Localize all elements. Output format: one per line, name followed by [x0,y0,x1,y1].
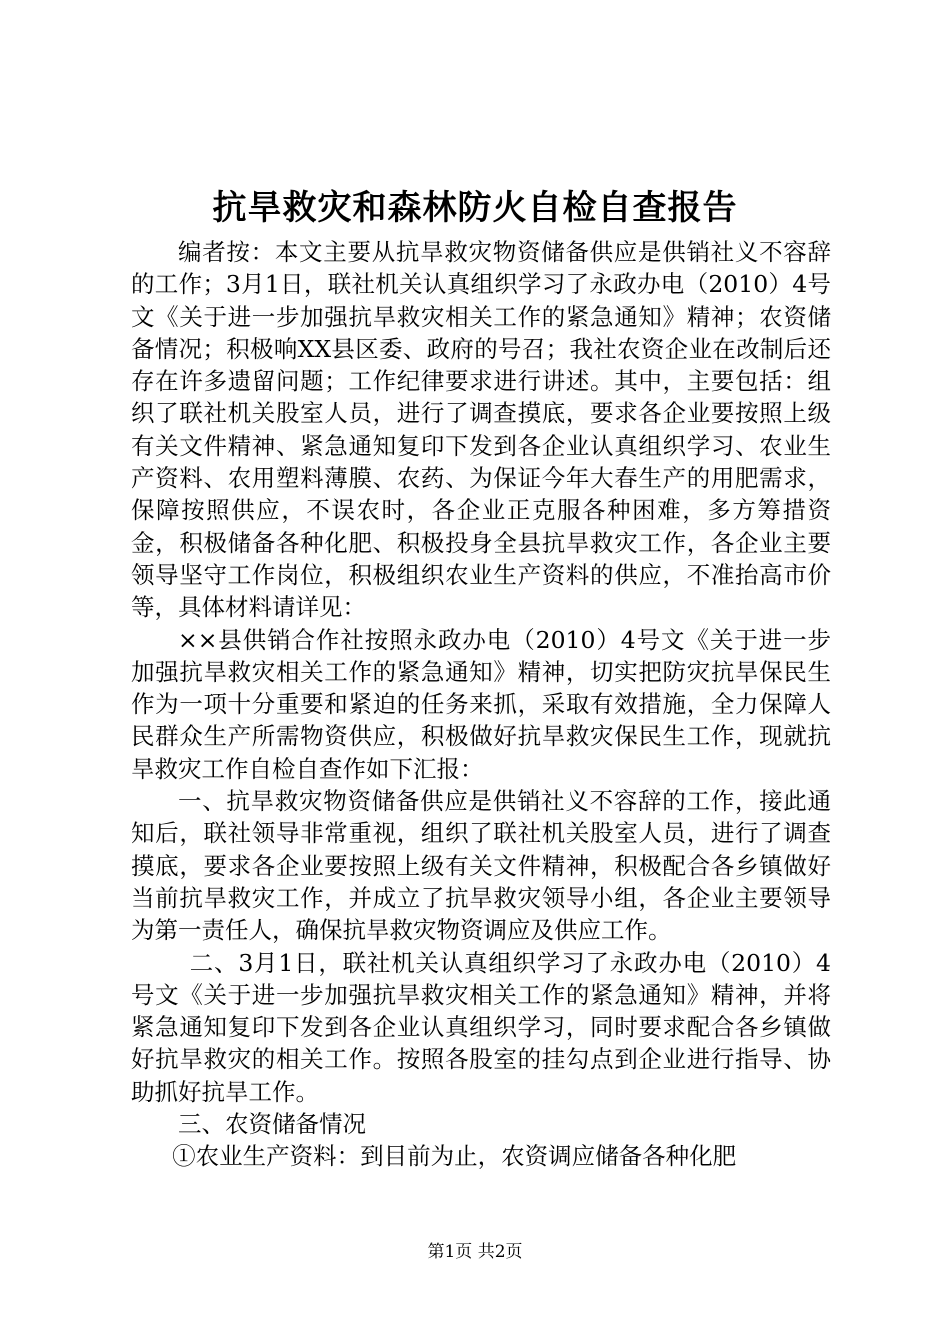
item-one-paragraph: ①农业生产资料：到目前为止，农资调应储备各种化肥 [172,1142,737,1171]
document-body [131,236,831,1173]
editor-note-paragraph: 编者按：本文主要从抗旱救灾物资储备供应是供销社义不容辞的工作；3月1日，联社机关认真组织学习了永政办电（2010）4号文《关于进一步加强抗旱救灾相关工作的紧急通知》精神；农资储备情况；积极响XX县区委、政府的号召；我社农资企业在改制后还存在许多遗留问题；工作纪律要求进行讲述。其中，主要包括：组织了联社机关股室人员，进行了调查摸底，要求各企业要按照上级有关文件精神、紧急通知复印下发到各企业认真组织学习、农业生产资料、农用塑料薄膜、农药、为保证今年大春生产的用肥需求，保障按照供应，不误农时，各企业正克服各种困难，多方筹措资金，积极储备各种化肥、积极投身全县抗旱救灾工作，各企业主要领导坚守工作岗位，积极组织农业生产资料的供应，不准抬高市价等，具体材料请详见： [131,238,831,622]
document-title: 抗旱救灾和森林防火自检自查报告 [212,188,738,228]
section-two-paragraph: 二、3月1日，联社机关认真组织学习了永政办电（2010）4号文《关于进一步加强抗旱救灾相关工作的紧急通知》精神，并将紧急通知复印下发到各企业认真组织学习，同时要求配合各乡镇做好抗旱救灾的相关工作。按照各股室的挂勾点到企业进行指导、协助抓好抗旱工作。 [131,948,831,1106]
page-number-footer: 第1页 共2页 [427,1242,523,1262]
section-three-heading: 三、农资储备情况 [178,1110,366,1139]
section-one-paragraph: 一、抗旱救灾物资储备供应是供销社义不容辞的工作，接此通知后，联社领导非常重视，组织了联社机关股室人员，进行了调查摸底，要求各企业要按照上级有关文件精神，积极配合各乡镇做好当前抗旱救灾工作，并成立了抗旱救灾领导小组，各企业主要领导为第一责任人，确保抗旱救灾物资调应及供应工作。 [131,787,831,945]
intro-paragraph: ××县供销合作社按照永政办电（2010）4号文《关于进一步加强抗旱救灾相关工作的紧急通知》精神，切实把防灾抗旱保民生作为一项十分重要和紧迫的任务来抓，采取有效措施，全力保障人民群众生产所需物资供应，积极做好抗旱救灾保民生工作，现就抗旱救灾工作自检自查作如下汇报： [131,625,831,783]
